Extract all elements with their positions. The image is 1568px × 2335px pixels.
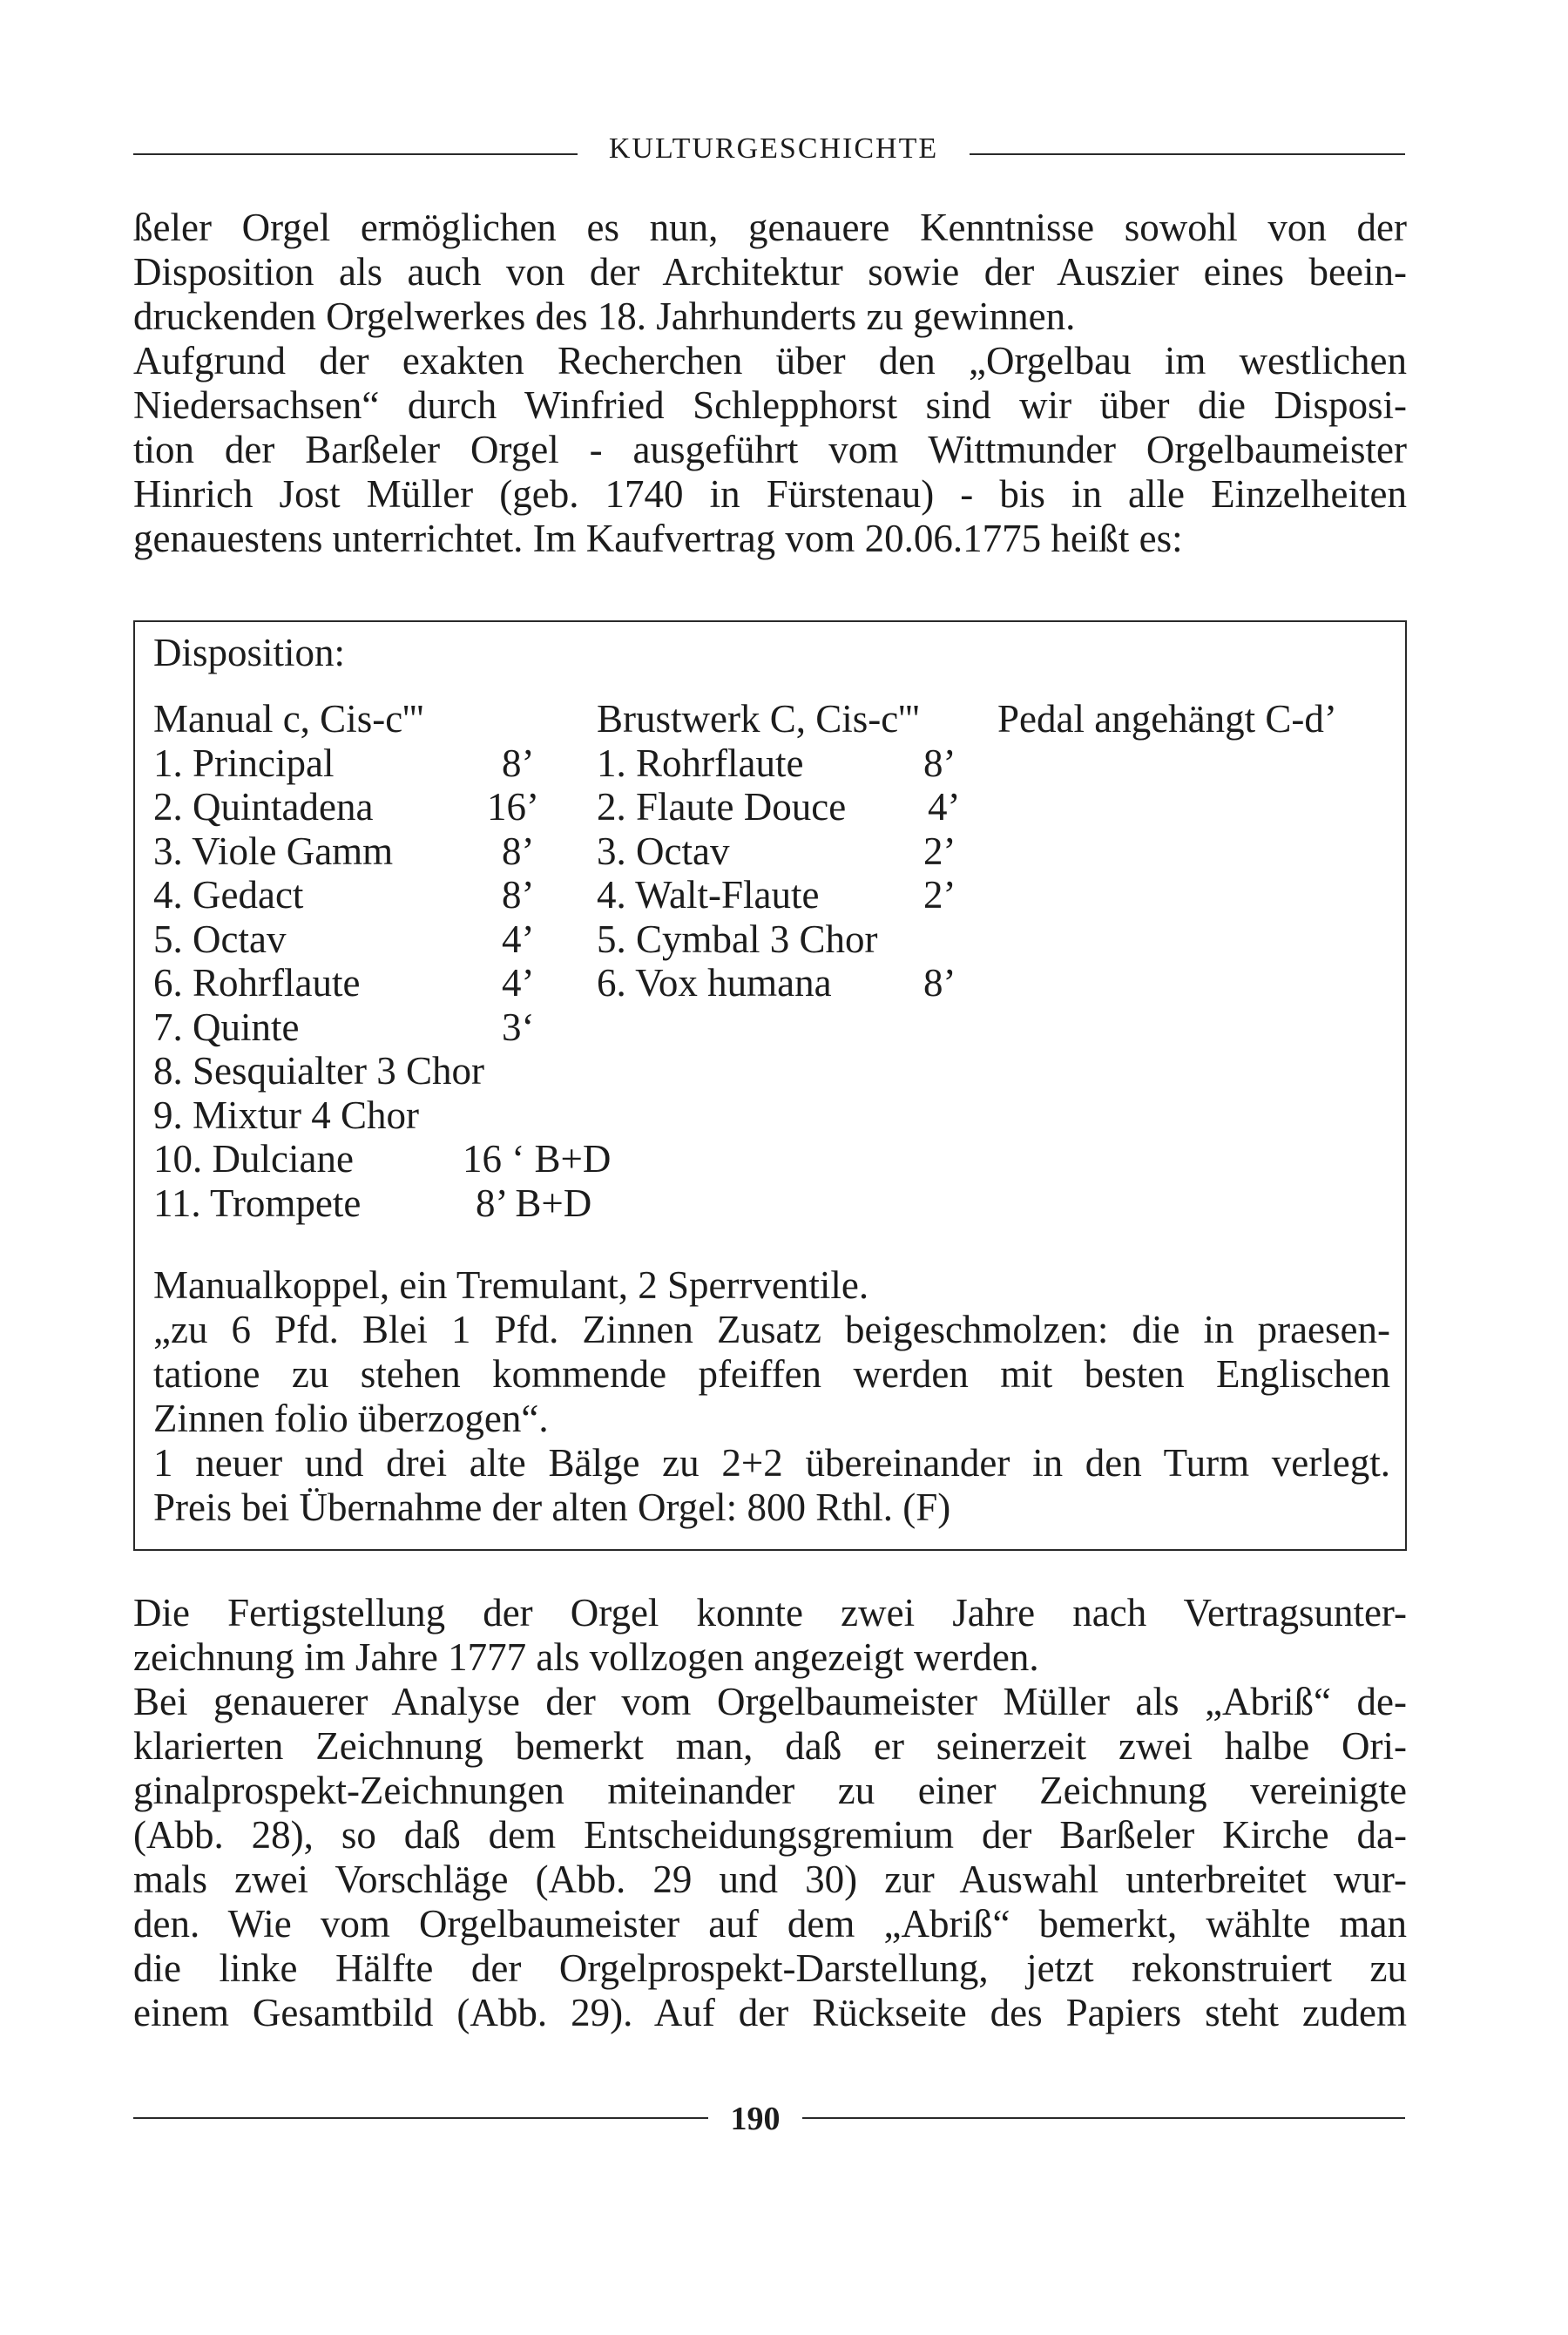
text-line: zeichnung im Jahre 1777 als vollzogen angezeigt werden.	[133, 1635, 1039, 1679]
paragraph-4	[133, 1680, 1407, 2035]
manual-column	[153, 697, 624, 1225]
text-line: genauestens unterrichtet. Im Kaufvertrag vom 20.06.1775 heißt es:	[133, 517, 1183, 560]
disposition-notes	[153, 1263, 1390, 1530]
text-line: „zu 6 Pfd. Blei 1 Pfd. Zinnen Zusatz beigeschmolzen: die in praesen-	[153, 1308, 1390, 1351]
stop-row: 7. Quinte 3‘	[153, 1005, 535, 1049]
text-line: Bei genauerer Analyse der vom Orgelbaumeister Müller als „Abriß“ de-	[133, 1680, 1407, 1723]
stop-row: 11. Trompete 8’ B+D	[153, 1181, 592, 1225]
text-line: Niedersachsen“ durch Winfried Schlepphorst sind wir über die Disposi-	[133, 383, 1407, 427]
footer-rule-left	[133, 2117, 708, 2119]
stop-row: 1. Rohrflaute 8’	[597, 741, 956, 785]
stop-row: 2. Quintadena 16’	[153, 785, 539, 829]
text-line: Zinnen folio überzogen“.	[153, 1397, 549, 1440]
disposition-box	[133, 620, 1407, 1551]
running-head-rule-right	[970, 153, 1405, 155]
text-line: ßeler Orgel ermöglichen es nun, genauere Kenntnisse sowohl von der	[133, 206, 1407, 249]
brustwerk-column	[597, 697, 963, 1005]
text-line: klarierten Zeichnung bemerkt man, daß er seinerzeit zwei halbe Ori-	[133, 1724, 1407, 1768]
text-line: (Abb. 28), so daß dem Entscheidungsgremium der Barßeler Kirche da-	[133, 1813, 1407, 1857]
text-line: Disposition als auch von der Architektur sowie der Auszier eines beein-	[133, 250, 1407, 294]
text-line: ginalprospekt-Zeichnungen miteinander zu einer Zeichnung vereinigte	[133, 1769, 1407, 1812]
stop-row: 5. Cymbal 3 Chor	[597, 917, 878, 961]
brustwerk-heading: Brustwerk C, Cis-c'''	[597, 697, 920, 741]
text-line: den. Wie vom Orgelbaumeister auf dem „Abriß“ bemerkt, wählte man	[133, 1902, 1407, 1946]
text-line: 1 neuer und drei alte Bälge zu 2+2 übereinander in den Turm verlegt.	[153, 1441, 1390, 1485]
stop-row: 8. Sesquialter 3 Chor	[153, 1049, 484, 1093]
text-line: tatione zu stehen kommende pfeiffen werden mit besten Englischen	[153, 1352, 1390, 1396]
manual-heading: Manual c, Cis-c'''	[153, 697, 424, 741]
paragraph-3	[133, 1591, 1407, 1680]
text-line: mals zwei Vorschläge (Abb. 29 und 30) zur Auswahl unterbreitet wur-	[133, 1858, 1407, 1901]
footer-rule-right	[802, 2117, 1405, 2119]
text-line: Manualkoppel, ein Tremulant, 2 Sperrventile.	[153, 1263, 869, 1307]
text-line: einem Gesamtbild (Abb. 29). Auf der Rückseite des Papiers steht zudem	[133, 1991, 1407, 2034]
running-head-rule-left	[133, 153, 578, 155]
stop-row: 6. Vox humana 8’	[597, 961, 956, 1005]
stop-row: 5. Octav 4’	[153, 917, 535, 961]
stop-row: 10. Dulciane 16 ‘ B+D	[153, 1137, 612, 1181]
stop-row: 1. Principal 8’	[153, 741, 535, 785]
stop-row: 3. Viole Gamm 8’	[153, 829, 535, 873]
stop-row: 3. Octav 2’	[597, 829, 956, 873]
text-line: tion der Barßeler Orgel - ausgeführt vom Wittmunder Orgelbaumeister	[133, 428, 1407, 471]
stop-row: 4. Gedact 8’	[153, 873, 535, 917]
text-line: Hinrich Jost Müller (geb. 1740 in Fürstenau) - bis in alle Einzelheiten	[133, 472, 1407, 516]
page-footer	[133, 2100, 1405, 2143]
text-line: Preis bei Übernahme der alten Orgel: 800 Rthl. (F)	[153, 1486, 951, 1529]
pedal-heading: Pedal angehängt C-d’	[997, 697, 1337, 741]
stop-row: 2. Flaute Douce 4’	[597, 785, 961, 829]
paragraph-2	[133, 339, 1407, 561]
page-number: 190	[730, 2101, 781, 2137]
text-line: Die Fertigstellung der Orgel konnte zwei Jahre nach Vertragsunter-	[133, 1591, 1407, 1634]
running-head-title: KULTURGESCHICHTE	[608, 132, 939, 165]
stop-row: 9. Mixtur 4 Chor	[153, 1093, 420, 1137]
text-line: druckenden Orgelwerkes des 18. Jahrhunderts zu gewinnen.	[133, 294, 1076, 338]
pedal-column	[997, 697, 1381, 741]
text-line: die linke Hälfte der Orgelprospekt-Darstellung, jetzt rekonstruiert zu	[133, 1946, 1407, 1990]
stop-row: 4. Walt-Flaute 2’	[597, 873, 956, 917]
disposition-title: Disposition:	[153, 631, 346, 674]
paragraph-1	[133, 206, 1407, 339]
text-line: Aufgrund der exakten Recherchen über den „Orgelbau im westlichen	[133, 339, 1407, 382]
running-head	[133, 132, 1405, 167]
stop-row: 6. Rohrflaute 4’	[153, 961, 535, 1005]
